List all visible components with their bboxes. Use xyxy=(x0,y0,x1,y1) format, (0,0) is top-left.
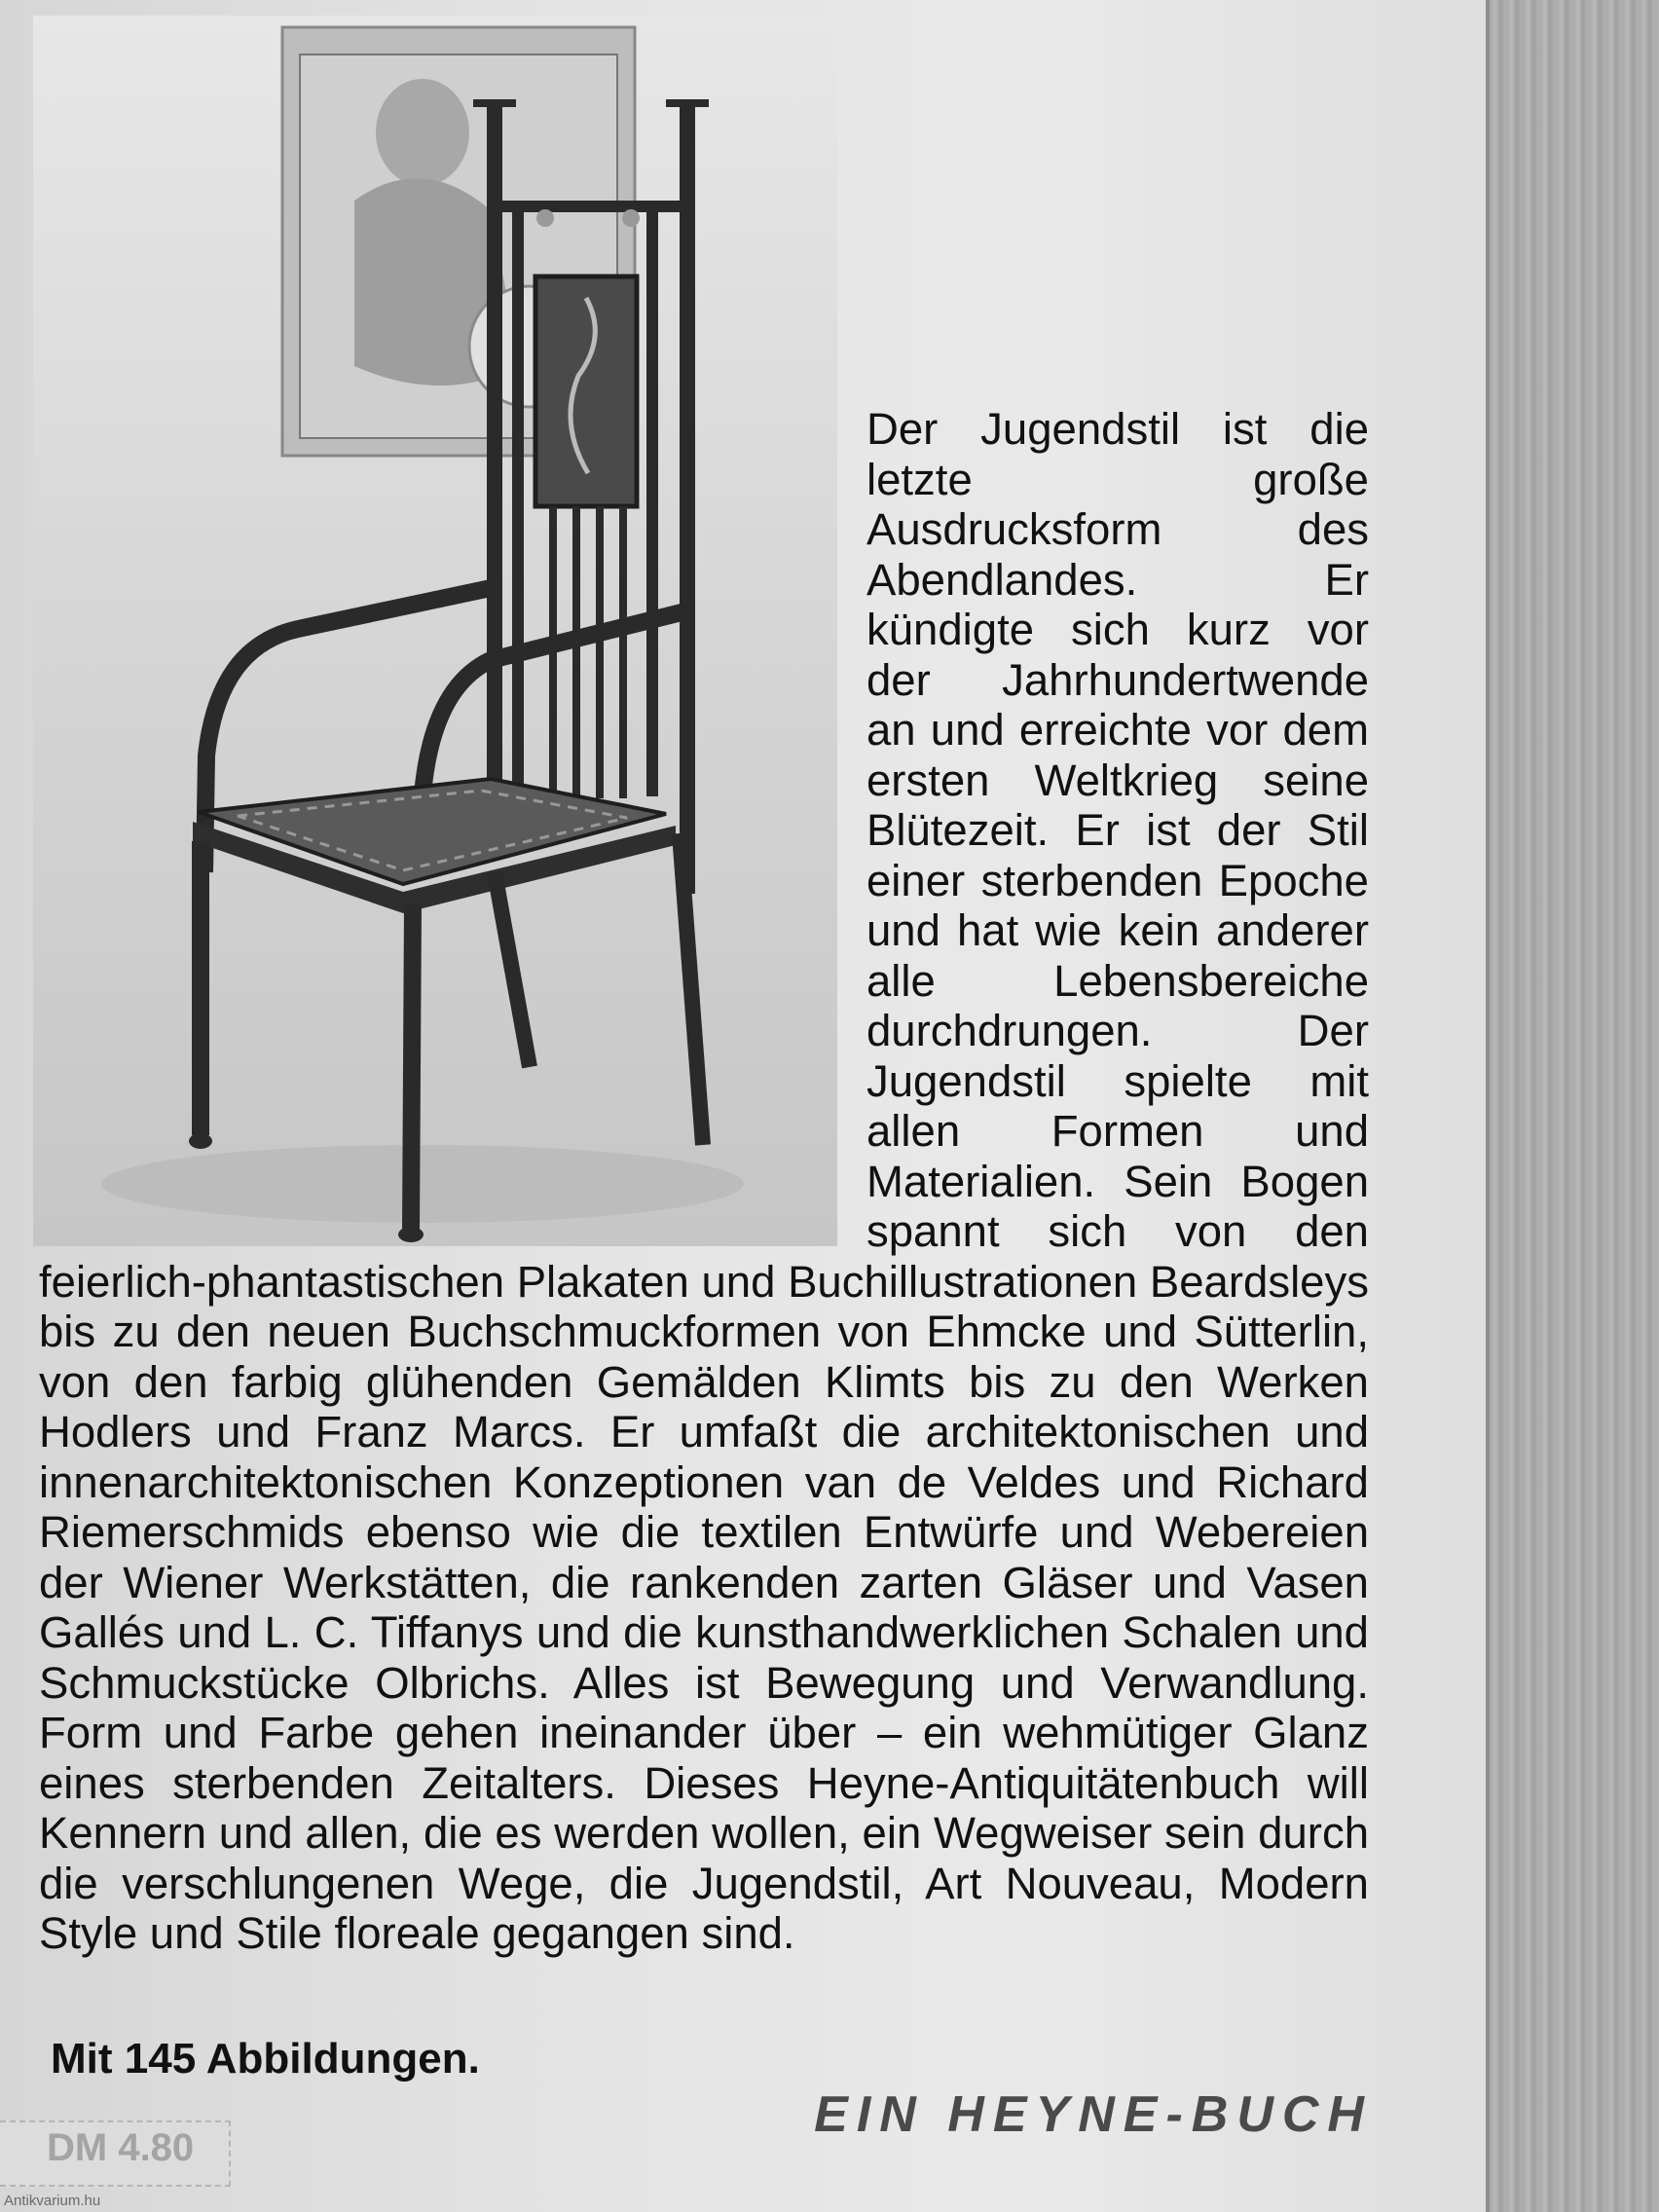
book-spine xyxy=(1490,0,1659,2212)
chair-back-top-rail xyxy=(498,201,683,212)
publisher-imprint: EIN HEYNE-BUCH xyxy=(814,2086,1373,2143)
upright-finial-left xyxy=(473,99,516,107)
illustrations-note: Mit 145 Abbildungen. xyxy=(51,2035,480,2083)
upright-finial-right xyxy=(666,99,709,107)
description-text: Der Jugendstil ist die letzte große Ausdrucksform des Abendlandes. Er kündigte sich kurz vor der Jahrhundertwende an und erreichte vor dem ersten Weltkrieg seine Blütezeit. Er ist der Stil einer sterbenden Epoche und hat wie kein anderer alle Lebensbereiche durchdrungen. Der Jugendstil spielte mit allen Formen und Materialien. Sein Bogen spannt sich von den feierlich-phantastischen Plakaten und Buchillustrationen Beardsleys bis zu den neuen Buchschmuckformen von Ehmcke und Sütterlin, von den farbig glühenden Gemälden Klimts bis zu den Werken Hodlers und Franz Marcs. Er umfaßt die architektonischen und innenarchitektonischen Konzeptionen van de Veldes und Richard Riemerschmids ebenso wie die textilen Entwürfe und Webereien der Wiener Werkstätten, die rankenden zarten Gläser und Vasen Gallés und L. C. Tiffanys und die kunsthandwerklichen Schalen und Schmuckstücke Olbrichs. Alles ist Bewegung und Verwandlung. Form und Farbe gehen ineinander über – ein wehmütiger Glanz eines sterbenden Zeitalters. Dieses Heyne-Antiquitätenbuch will Kennern und allen, die es werden wollen, ein Wegweiser sein durch die verschlungenen Wege, die Jugendstil, Art Nouveau, Modern Style und Stile floreale gegangen sind. xyxy=(39,404,1369,1958)
poster-figure-head xyxy=(376,79,469,186)
back-knob-right xyxy=(622,209,640,227)
photo-wrap-spacer xyxy=(39,404,866,1251)
description-paragraph xyxy=(39,404,1369,1959)
back-knob-left xyxy=(536,209,554,227)
watermark: Antikvarium.hu xyxy=(4,2193,101,2209)
price-label: DM 4.80 xyxy=(47,2126,195,2169)
